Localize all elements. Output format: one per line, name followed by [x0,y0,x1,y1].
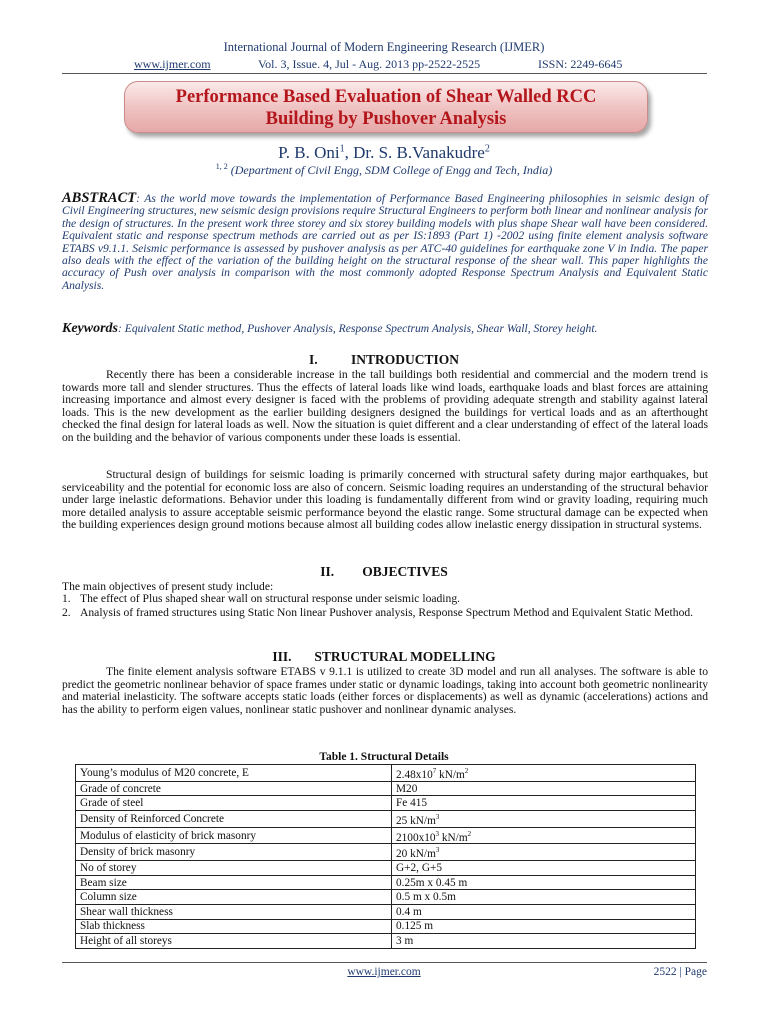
section-title: INTRODUCTION [350,352,459,367]
structural-details-table [75,764,696,949]
value-text: M20 [396,782,418,795]
section-title: OBJECTIVES [362,564,448,579]
table-cell-parameter: Modulus of elasticity of brick masonry [76,827,392,844]
table-row [76,827,696,844]
abstract-text: : As the world move towards the implementation of Performance Based Engineering philosophies in seismic design of Civil Engineering structures, new seismic design provisions require Structural Engineers to perform both linear and nonlinear analysis for the design of structures. In the present work three storey and six storey building models with plus shape Shear wall have been considered. Equivalent static and response spectrum methods are carried out as per IS:1893 (Part 1) -2002 using finite element analysis software ETABS v9.1.1. Seismic performance is assessed by pushover analysis as per ATC-40 guidelines for earthquake zone V in India. The paper also deals with the effect of the variation of the building height on the structural response of the shear wall. This paper highlights the accuracy of Push over analysis in comparison with the most commonly adopted Response Spectrum Analysis and Equivalent Static Analysis. [62,192,708,292]
table-row [76,810,696,827]
keywords [62,321,708,337]
table-cell-value [392,796,696,811]
table-row [76,919,696,934]
title-line-1: Performance Based Evaluation of Shear Walled RCC [175,87,597,107]
table-cell-value [392,861,696,876]
table-cell-value [392,844,696,861]
table-row [76,890,696,905]
author-1-sup: 1 [339,143,345,155]
table-cell-value [392,827,696,844]
table-row [76,861,696,876]
modelling-paragraph-1: The finite element analysis software ETABS v 9.1.1 is utilized to create 3D model and run all analyses. The software is able to predict the geometric nonlinear behavior of space frames under static or dynamic loadings, taking into account both geometric nonlinearity and material inelasticity. The software accepts static loads (either forces or displacements) as well as dynamic (accelerations) actions and has the ability to perform eigen values, nonlinear static pushover and nonlinear dynamic analyses. [62,665,708,716]
value-unit-exponent: 2 [467,829,472,838]
page-number: 2522 | Page [653,966,707,978]
value-text: Fe 415 [396,797,428,810]
header-divider [62,73,707,74]
table-cell-value [392,905,696,920]
journal-name: International Journal of Modern Engineering Research (IJMER) [223,40,545,54]
table-cell-value [392,875,696,890]
section-number: III. [272,649,292,664]
footer-website-link[interactable]: www.ijmer.com [347,966,421,978]
section-number: I. [308,352,318,367]
abstract-label: ABSTRACT [62,190,137,206]
value-exponent: 3 [435,846,440,855]
intro-paragraph-2: Structural design of buildings for seismic loading is primarily concerned with structural safety during major earthquakes, but serviceability and the potential for economic loss are also of concern. Seismic loading requires an understanding of the structural behavior under large inelastic deformations. Behavior under this loading is fundamentally different from wind or gravity loading, requiring much more detailed analysis to assure acceptable seismic performance beyond the elastic range. Some structural damage can be expected when the building experiences design ground motions because almost all building codes allow inelastic energy dissipation in structural systems. [62,468,708,532]
table-cell-value [392,890,696,905]
keywords-label: Keywords [62,321,118,336]
issn: ISSN: 2249-6645 [538,57,623,71]
value-text: 0.125 m [396,920,434,933]
list-text: The effect of Plus shaped shear wall on structural response under seismic loading. [80,592,461,605]
value-unit-exponent: 2 [464,767,469,775]
table-caption: Table 1. Structural Details [319,751,449,763]
table-cell-value [392,765,696,782]
value-text: 20 kN/m [396,848,436,861]
table-cell-value [392,810,696,827]
value-text: 2.48x10 [396,768,433,781]
table-cell-parameter: Beam size [76,875,392,890]
value-unit: kN/m [436,768,465,781]
value-text: G+2, G+5 [396,862,443,875]
table-cell-parameter: Column size [76,890,392,905]
footer-divider [62,962,707,963]
title-line-2: Building by Pushover Analysis [265,109,507,129]
table-cell-parameter: Slab thickness [76,919,392,934]
section-title: STRUCTURAL MODELLING [314,649,496,664]
table-cell-parameter: Density of Reinforced Concrete [76,810,392,827]
table-cell-parameter: No of storey [76,861,392,876]
table-row [76,905,696,920]
section-heading-objectives [0,564,768,580]
value-text: 0.5 m x 0.5m [396,891,456,904]
table-row [76,765,696,782]
value-text: 2100x10 [396,831,436,844]
section-number: II. [320,564,335,579]
table-cell-parameter: Grade of concrete [76,781,392,796]
author-1: P. B. Oni [278,143,340,162]
intro-paragraph-1: Recently there has been a considerable increase in the tall buildings both residential and commercial and the modern trend is towards more tall and slender structures. Thus the effects of lateral loads like wind loads, earthquake loads and blast forces are attaining increasing importance and almost every designer is faced with the problems of providing adequate strength and stability against lateral loads. This is the new development as the earlier building designers designed the buildings for vertical loads and as an afterthought checked the final design for lateral loads as well. Now the situation is quiet different and a clear understanding of effect of the lateral loads on the building and the behavior of various components under these loads is essential. [62,368,708,444]
keywords-text: : Equivalent Static method, Pushover Analysis, Response Spectrum Analysis, Shear Wall, Storey height. [118,322,598,335]
author-2-sup: 2 [484,143,490,155]
section-heading-structural-modelling [0,649,768,665]
table-cell-parameter: Shear wall thickness [76,905,392,920]
list-number: 2. [62,606,71,619]
section-heading-introduction [0,352,768,368]
value-unit: kN/m [439,831,468,844]
objectives-intro: The main objectives of present study include: [62,580,274,593]
table-row [76,844,696,861]
value-text: 0.25m x 0.45 m [396,876,468,889]
table-cell-parameter: Grade of steel [76,796,392,811]
table-cell-value [392,934,696,949]
table-row [76,875,696,890]
author-2: Dr. S. B.Vanakudre [353,143,485,162]
list-text: Analysis of framed structures using Static Non linear Pushover analysis, Response Spectrum Method and Equivalent Static Method. [80,606,694,619]
affiliation-text: (Department of Civil Engg, SDM College of Engg and Tech, India) [230,163,553,177]
value-text: 3 m [396,935,414,948]
affiliation-sup: 1, 2 [215,162,228,171]
table-row [76,796,696,811]
authors [0,143,768,163]
paper-title [124,81,648,133]
journal-website-link[interactable]: www.ijmer.com [134,57,211,71]
value-exponent: 3 [435,829,440,838]
table-cell-value [392,781,696,796]
table-cell-parameter: Density of brick masonry [76,844,392,861]
table-row [76,781,696,796]
value-text: 0.4 m [396,905,422,918]
table-cell-value [392,919,696,934]
abstract [62,192,708,292]
table-cell-parameter: Height of all storeys [76,934,392,949]
volume-info: Vol. 3, Issue. 4, Jul - Aug. 2013 pp-2522-2525 [258,57,481,71]
value-exponent: 7 [432,767,437,775]
table-cell-parameter: Young’s modulus of M20 concrete, E [76,765,392,782]
value-text: 25 kN/m [396,814,436,827]
author-separator: , [344,143,354,162]
table-row [76,934,696,949]
value-exponent: 3 [435,812,440,821]
affiliation [0,162,768,178]
list-number: 1. [62,592,71,605]
